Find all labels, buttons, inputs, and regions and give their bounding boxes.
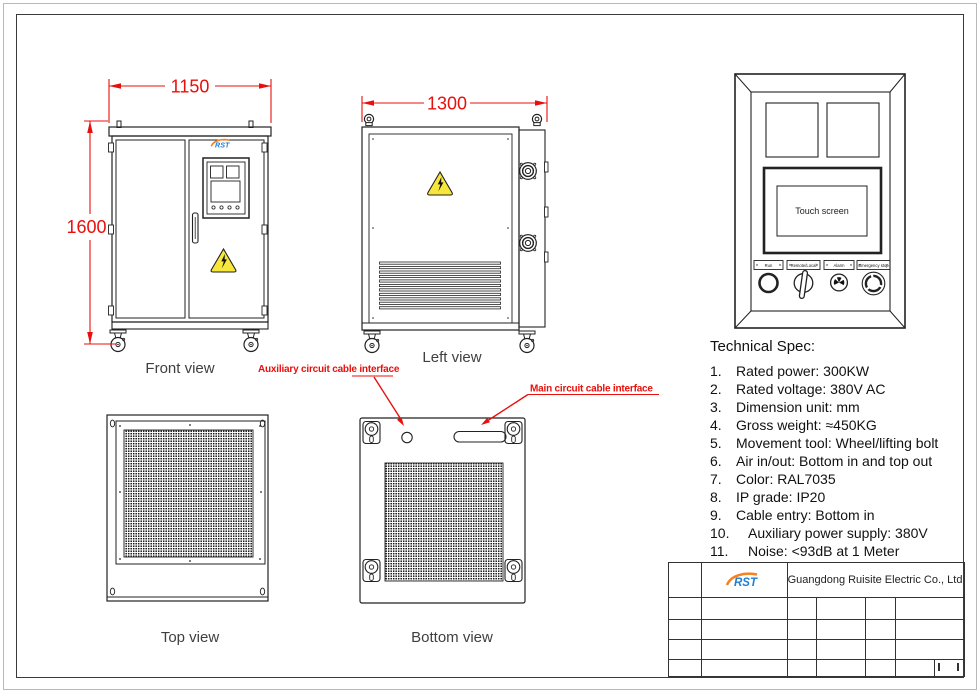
meter-window bbox=[227, 166, 240, 178]
main-cable-slot bbox=[454, 432, 506, 443]
bottom-view-label: Bottom view bbox=[411, 629, 493, 646]
panel-button-icon bbox=[212, 206, 215, 209]
spec-item: 5. Movement tool: Wheel/lifting bolt bbox=[710, 435, 939, 451]
caster-wheel-icon bbox=[243, 330, 259, 352]
title-block-tick bbox=[957, 663, 959, 671]
eye-bolt-icon bbox=[364, 114, 373, 125]
front-view-label: Front view bbox=[145, 360, 215, 377]
panel-button-icon bbox=[220, 206, 223, 209]
cabinet-top-cap bbox=[109, 127, 271, 136]
eye-bolt-icon bbox=[532, 114, 541, 125]
spec-item: 10. Auxiliary power supply: 380V bbox=[710, 525, 928, 541]
aux-cable-hole bbox=[402, 432, 412, 442]
company-name: Guangdong Ruisite Electric Co., Ltd bbox=[787, 574, 963, 586]
screen-window bbox=[211, 181, 240, 202]
caster-mount-icon bbox=[505, 560, 522, 582]
cable-gland-icon bbox=[520, 163, 537, 180]
dimension-arrow-icon bbox=[109, 83, 121, 89]
meter-window bbox=[827, 103, 879, 157]
title-block bbox=[668, 562, 965, 677]
cable-annotations bbox=[258, 364, 659, 426]
technical-spec-title: Technical Spec: bbox=[710, 338, 816, 355]
lifting-hole-icon bbox=[260, 588, 264, 595]
brand-logo bbox=[211, 140, 230, 150]
spec-item: 9. Cable entry: Bottom in bbox=[710, 507, 875, 523]
spec-item: 7. Color: RAL7035 bbox=[710, 471, 836, 487]
logo-text: RST bbox=[215, 141, 230, 150]
cabinet-base bbox=[112, 322, 268, 329]
alarm-indicator-icon bbox=[831, 274, 848, 291]
title-block-line bbox=[865, 597, 866, 678]
perforated-grid bbox=[124, 430, 253, 557]
brand-logo bbox=[719, 570, 769, 590]
left-view-drawing bbox=[362, 114, 548, 352]
control-label-plates bbox=[754, 261, 890, 270]
run-label: Run bbox=[764, 262, 773, 268]
title-block-line bbox=[934, 659, 935, 679]
run-button-icon bbox=[760, 274, 778, 292]
selector-switch-icon bbox=[794, 270, 813, 298]
top-view-drawing bbox=[107, 415, 268, 601]
lifting-hole-icon bbox=[110, 420, 114, 427]
title-block-tick bbox=[938, 663, 940, 671]
title-block-line bbox=[895, 597, 896, 678]
meter-window bbox=[766, 103, 818, 157]
leader-arrow-icon bbox=[481, 418, 490, 425]
caster-mount-icon bbox=[363, 422, 380, 444]
spec-item: 3. Dimension unit: mm bbox=[710, 399, 860, 415]
main-annotation-label: Main circuit cable interface bbox=[530, 383, 653, 395]
spec-item: 2. Rated voltage: 380V AC bbox=[710, 381, 886, 397]
louver-vent-icon bbox=[380, 262, 501, 309]
technical-spec bbox=[710, 338, 972, 560]
front-view-dimensions bbox=[66, 77, 271, 345]
spec-item: 8. IP grade: IP20 bbox=[710, 489, 826, 505]
spec-item: 1. Rated power: 300KW bbox=[710, 363, 870, 379]
dimension-arrow-icon bbox=[87, 332, 93, 344]
spec-item: 4. Gross weight: ≈450KG bbox=[710, 417, 877, 433]
spec-item: 6. Air in/out: Bottom in and top out bbox=[710, 453, 933, 469]
panel-button-icon bbox=[228, 206, 231, 209]
cable-gland-icon bbox=[520, 235, 537, 252]
emergency-stop-label: Emergency stop bbox=[858, 262, 889, 268]
front-height-dimension: 1600 bbox=[66, 217, 107, 237]
front-view-drawing bbox=[109, 121, 272, 352]
left-width-dimension: 1300 bbox=[426, 93, 468, 114]
panel-screws bbox=[372, 138, 509, 319]
spec-item: 11. Noise: <93dB at 1 Meter bbox=[710, 543, 900, 559]
selector-label: Remote/Local bbox=[790, 262, 817, 268]
title-block-logo-cell bbox=[701, 563, 787, 597]
aux-annotation-label: Auxiliary circuit cable interface bbox=[258, 364, 400, 375]
left-view-dimensions bbox=[362, 94, 547, 123]
emergency-stop-button-icon bbox=[862, 272, 885, 295]
meter-window bbox=[211, 166, 224, 178]
panel-button-icon bbox=[236, 206, 239, 209]
warning-triangle-icon bbox=[211, 249, 236, 272]
left-view-label: Left view bbox=[422, 349, 482, 366]
alarm-label: Alarm bbox=[833, 262, 845, 268]
bottom-view-drawing bbox=[360, 418, 525, 603]
side-inner-panel bbox=[369, 134, 512, 323]
dimension-arrow-icon bbox=[535, 100, 547, 106]
logo-text: RST bbox=[734, 577, 757, 589]
caster-mount-icon bbox=[363, 560, 380, 582]
perforated-grid bbox=[385, 463, 503, 581]
door-hmi-panel bbox=[203, 158, 249, 218]
dimension-arrow-icon bbox=[362, 100, 374, 106]
top-view-label: Top view bbox=[160, 629, 220, 646]
caster-wheel-icon bbox=[110, 330, 126, 352]
warning-triangle-icon bbox=[428, 172, 453, 195]
title-block-line bbox=[816, 597, 817, 678]
front-edge-panel bbox=[519, 130, 545, 327]
side-body bbox=[362, 127, 519, 330]
left-door bbox=[116, 140, 185, 318]
control-panel-detail bbox=[735, 74, 905, 328]
dimension-arrow-icon bbox=[87, 121, 93, 133]
caster-wheel-icon bbox=[364, 331, 380, 353]
dimension-arrow-icon bbox=[259, 83, 271, 89]
caster-mount-icon bbox=[505, 422, 522, 444]
lifting-hole-icon bbox=[110, 588, 114, 595]
door-hinges bbox=[109, 143, 268, 315]
front-width-dimension: 1150 bbox=[170, 76, 210, 97]
touch-screen-label: Touch screen bbox=[795, 206, 849, 216]
